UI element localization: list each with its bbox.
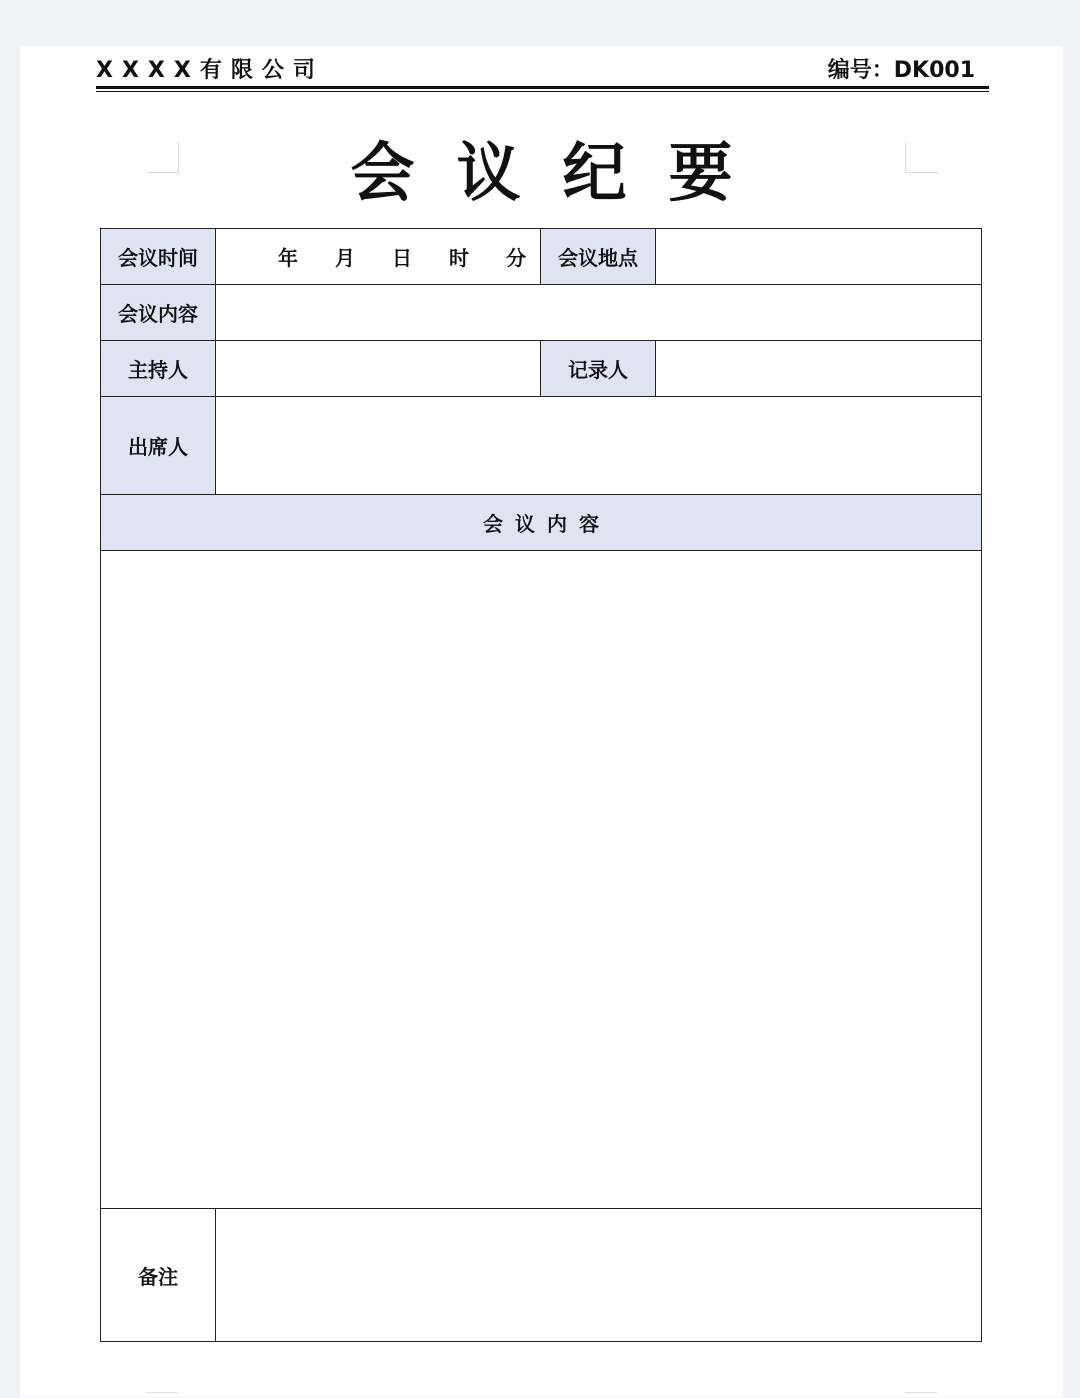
header-rule-thin: [96, 91, 989, 92]
host-field[interactable]: [215, 340, 541, 397]
meeting-topic-field[interactable]: [215, 284, 982, 341]
datetime-unit-day: 日: [392, 246, 412, 270]
company-name: XXXX有限公司: [96, 58, 324, 83]
recorder-label: 记录人: [540, 340, 656, 397]
header-rule-thick: [96, 86, 989, 89]
meeting-content-area[interactable]: [100, 550, 982, 1209]
meeting-minutes-form: [100, 228, 982, 1342]
datetime-unit-month: 月: [335, 246, 355, 270]
attendees-field[interactable]: [215, 396, 982, 495]
datetime-unit-minute: 分: [506, 246, 526, 270]
datetime-unit-hour: 时: [449, 246, 469, 270]
document-title: 会议纪要: [350, 136, 775, 211]
meeting-time-field[interactable]: [215, 228, 541, 285]
meeting-topic-label: 会议内容: [100, 284, 216, 341]
host-label: 主持人: [100, 340, 216, 397]
datetime-unit-year: 年: [278, 246, 298, 270]
document-page: [20, 46, 1063, 1397]
crop-mark-bottom-right: [905, 1392, 937, 1398]
content-section-header: 会议内容: [100, 494, 982, 551]
meeting-place-label: 会议地点: [540, 228, 656, 285]
crop-mark-bottom-left: [146, 1392, 178, 1398]
recorder-field[interactable]: [655, 340, 982, 397]
document-number: 编号：DK001: [827, 58, 975, 83]
remarks-field[interactable]: [215, 1208, 982, 1342]
meeting-place-field[interactable]: [655, 228, 982, 285]
meeting-time-label: 会议时间: [100, 228, 216, 285]
remarks-label: 备注: [100, 1208, 216, 1342]
attendees-label: 出席人: [100, 396, 216, 495]
